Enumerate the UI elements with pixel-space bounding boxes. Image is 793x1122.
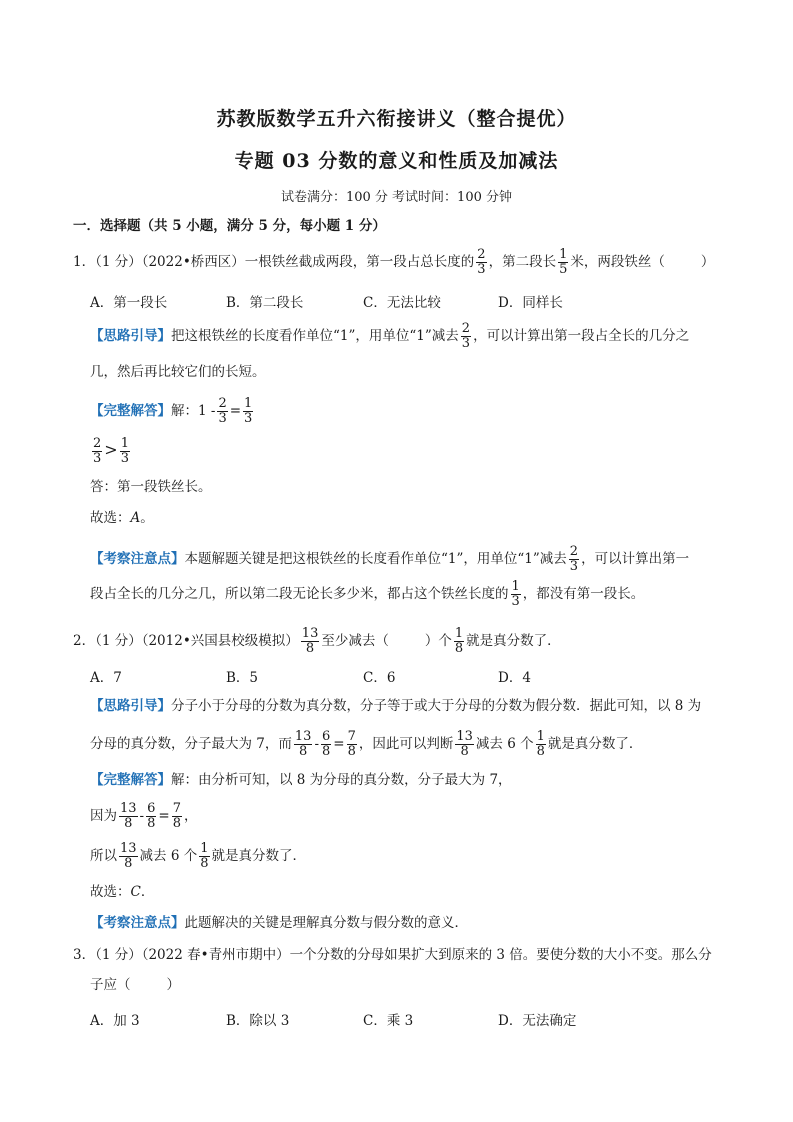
- q3-option-b: B．除以 3: [226, 1013, 290, 1029]
- fraction: $\frac{13}{8}$: [120, 841, 137, 871]
- fraction: $\frac{7}{8}$: [172, 801, 181, 831]
- q1-option-a: A．第一段长: [90, 295, 168, 311]
- fraction: $\frac{1}{8}$: [200, 841, 209, 871]
- q1-option-b: B．第二段长: [226, 295, 304, 311]
- q1-choice: 故选：A。: [90, 510, 154, 526]
- fraction: $\frac{1}{8}$: [536, 729, 545, 759]
- q2-option-b: B．5: [226, 670, 259, 686]
- q2-option-d: D．4: [498, 670, 531, 686]
- fraction: $\frac{13}{8}$: [120, 801, 137, 831]
- q2-choice: 故选：C．: [90, 884, 155, 900]
- q1-hint-cont: 几，然后再比较它们的长短。: [90, 364, 266, 380]
- fraction: $\frac{2}{3}$: [569, 544, 579, 574]
- q3-option-d: D．无法确定: [498, 1013, 577, 1029]
- q1-answer: 【完整解答】解：1 - $\frac{2}{3}$ = $\frac{1}{3}$: [90, 396, 253, 426]
- fraction: $\frac{13}{8}$: [301, 626, 319, 656]
- q2-option-c: C．6: [363, 670, 396, 686]
- q2-note: 【考察注意点】此题解决的关键是理解真分数与假分数的意义．: [90, 915, 468, 931]
- q2-hint: 【思路引导】分子小于分母的分数为真分数，分子等于或大于分母的分数为假分数．据此可知，以 8 为: [90, 698, 702, 714]
- section-heading: 一．选择题（共 5 小题，满分 5 分，每小题 1 分）: [73, 218, 386, 234]
- q1-hint: 【思路引导】把这根铁丝的长度看作单位“1”，用单位“1”减去 $\frac{2}{3}$ ，可以计算出第一段占全长的几分之: [90, 321, 690, 351]
- fraction: $\frac{6}{8}$: [147, 801, 156, 831]
- q3-option-a: A．加 3: [90, 1013, 140, 1029]
- q2-hint-cont: 分母的真分数，分子最大为 7，而 $\frac{13}{8}$ - $\frac{6}{8}$ = $\frac{7}{8}$ ，因此可以判断 $\frac{13}{8}$ 减去 6 个 $\frac{1}{8}$ 就是真分数了．: [90, 729, 643, 759]
- q3-option-c: C．乘 3: [363, 1013, 414, 1029]
- question-1: 1．（1 分）（2022•桥西区）一根铁丝截成两段，第一段占总长度的 $\frac{2}{3}$ ，第二段长 $\frac{1}{5}$ 米，两段铁丝（ ）: [73, 247, 715, 277]
- q2-answer: 【完整解答】解：由分析可知，以 8 为分母的真分数，分子最大为 7，: [90, 772, 512, 788]
- q1-note-cont: 段占全长的几分之几，所以第二段无论长多少米，都占这个铁丝长度的 $\frac{1}{3}$ ，都没有第一段长。: [90, 579, 645, 609]
- question-2: 2．（1 分）（2012•兴国县校级模拟） $\frac{13}{8}$ 至少减去（ ）个 $\frac{1}{8}$ 就是真分数了．: [73, 626, 561, 656]
- fraction: $\frac{2}{3}$: [93, 436, 102, 466]
- fraction: $\frac{2}{3}$: [477, 247, 486, 277]
- fraction: $\frac{1}{8}$: [454, 626, 464, 656]
- fraction: $\frac{2}{3}$: [461, 321, 471, 351]
- q1-compare: $\frac{2}{3}$ > $\frac{1}{3}$: [93, 436, 129, 466]
- question-3: 3．（1 分）（2022 春•青州市期中）一个分数的分母如果扩大到原来的 3 倍。要使分数的大小不变。那么分: [73, 947, 712, 963]
- q1-answer-text: 答：第一段铁丝长。: [90, 479, 212, 495]
- q1-option-c: C．无法比较: [363, 295, 441, 311]
- q2-answer-eq: 因为 $\frac{13}{8}$ - $\frac{6}{8}$ = $\frac{7}{8}$ ，: [90, 801, 198, 831]
- fraction: $\frac{1}{5}$: [559, 247, 568, 277]
- document-title: 苏教版数学五升六衔接讲义（整合提优）: [216, 108, 577, 130]
- fraction: $\frac{2}{3}$: [218, 396, 227, 426]
- q1-note: 【考察注意点】本题解题关键是把这根铁丝的长度看作单位“1”，用单位“1”减去 $\frac{2}{3}$ ，可以计算出第一: [90, 544, 690, 574]
- q2-option-a: A．7: [90, 670, 122, 686]
- q1-option-d: D．同样长: [498, 295, 563, 311]
- fraction: $\frac{1}{3}$: [511, 579, 520, 609]
- q2-answer-conclusion: 所以 $\frac{13}{8}$ 减去 6 个 $\frac{1}{8}$ 就是真分数了．: [90, 841, 306, 871]
- fraction: $\frac{7}{8}$: [347, 729, 356, 759]
- exam-info: 试卷满分：100 分 考试时间：100 分钟: [280, 190, 513, 205]
- fraction: $\frac{13}{8}$: [456, 729, 473, 759]
- question-3-cont: 子应（ ）: [90, 977, 180, 993]
- fraction: $\frac{6}{8}$: [322, 729, 331, 759]
- fraction: $\frac{1}{3}$: [244, 396, 253, 426]
- document-subtitle: 专题 03 分数的意义和性质及加减法: [234, 150, 559, 172]
- fraction: $\frac{1}{3}$: [120, 436, 129, 466]
- fraction: $\frac{13}{8}$: [294, 729, 312, 759]
